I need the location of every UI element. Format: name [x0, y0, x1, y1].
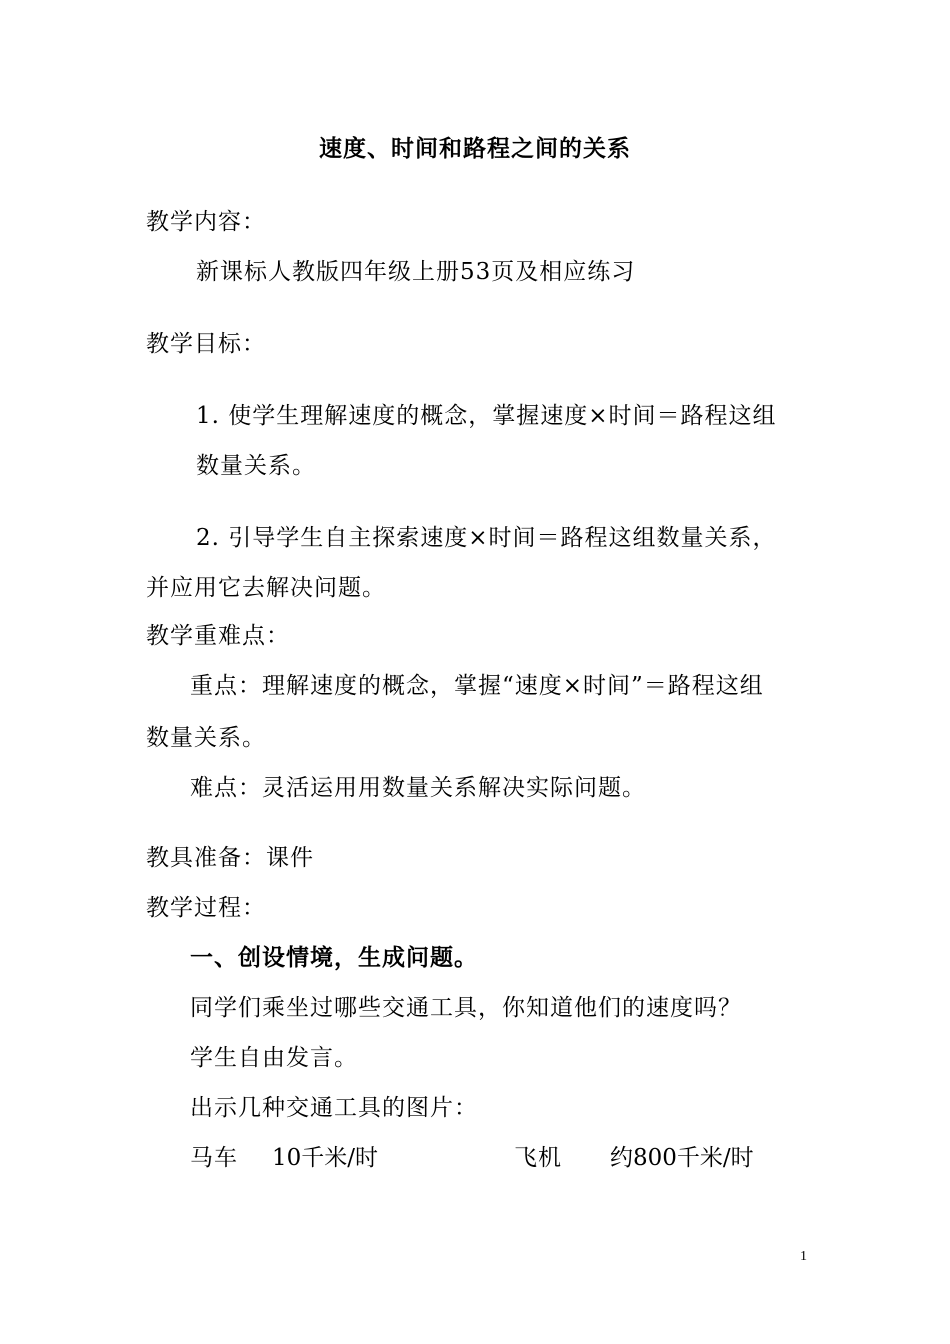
question-line: 同学们乘坐过哪些交通工具，你知道他们的速度吗？ — [190, 995, 742, 1021]
page-number: 1 — [800, 1249, 807, 1264]
vehicle-speed: 10千米/时 — [272, 1145, 379, 1171]
document-title: 速度、时间和路程之间的关系 — [319, 136, 631, 162]
content-text: 新课标人教版四年级上册53页及相应练习 — [196, 259, 636, 285]
objective-2-line-1: 2. 引导学生自主探索速度×时间＝路程这组数量关系， — [196, 525, 777, 551]
keypoints-heading: 教学重难点： — [146, 623, 290, 649]
objectives-heading: 教学目标： — [146, 331, 266, 357]
keypoint-line-2: 数量关系。 — [146, 725, 266, 751]
tools-line: 教具准备：课件 — [146, 845, 314, 871]
objective-1-line-1: 1. 使学生理解速度的概念，掌握速度×时间＝路程这组 — [196, 403, 777, 429]
vehicle-speed: 约800千米/时 — [610, 1145, 754, 1171]
objective-2-line-2: 并应用它去解决问题。 — [146, 575, 386, 601]
process-heading: 教学过程： — [146, 895, 266, 921]
keypoint-line-1: 重点：理解速度的概念，掌握“速度×时间”＝路程这组 — [190, 673, 764, 699]
difficulty-line: 难点：灵活运用用数量关系解决实际问题。 — [190, 775, 646, 801]
section-1-heading: 一、创设情境，生成问题。 — [190, 945, 478, 971]
content-heading: 教学内容： — [146, 209, 266, 235]
student-speak-line: 学生自由发言。 — [190, 1045, 358, 1071]
show-pictures-line: 出示几种交通工具的图片： — [190, 1095, 478, 1121]
objective-1-line-2: 数量关系。 — [196, 453, 316, 479]
vehicle-name: 飞机 — [514, 1145, 562, 1171]
vehicle-name: 马车 — [190, 1145, 238, 1171]
